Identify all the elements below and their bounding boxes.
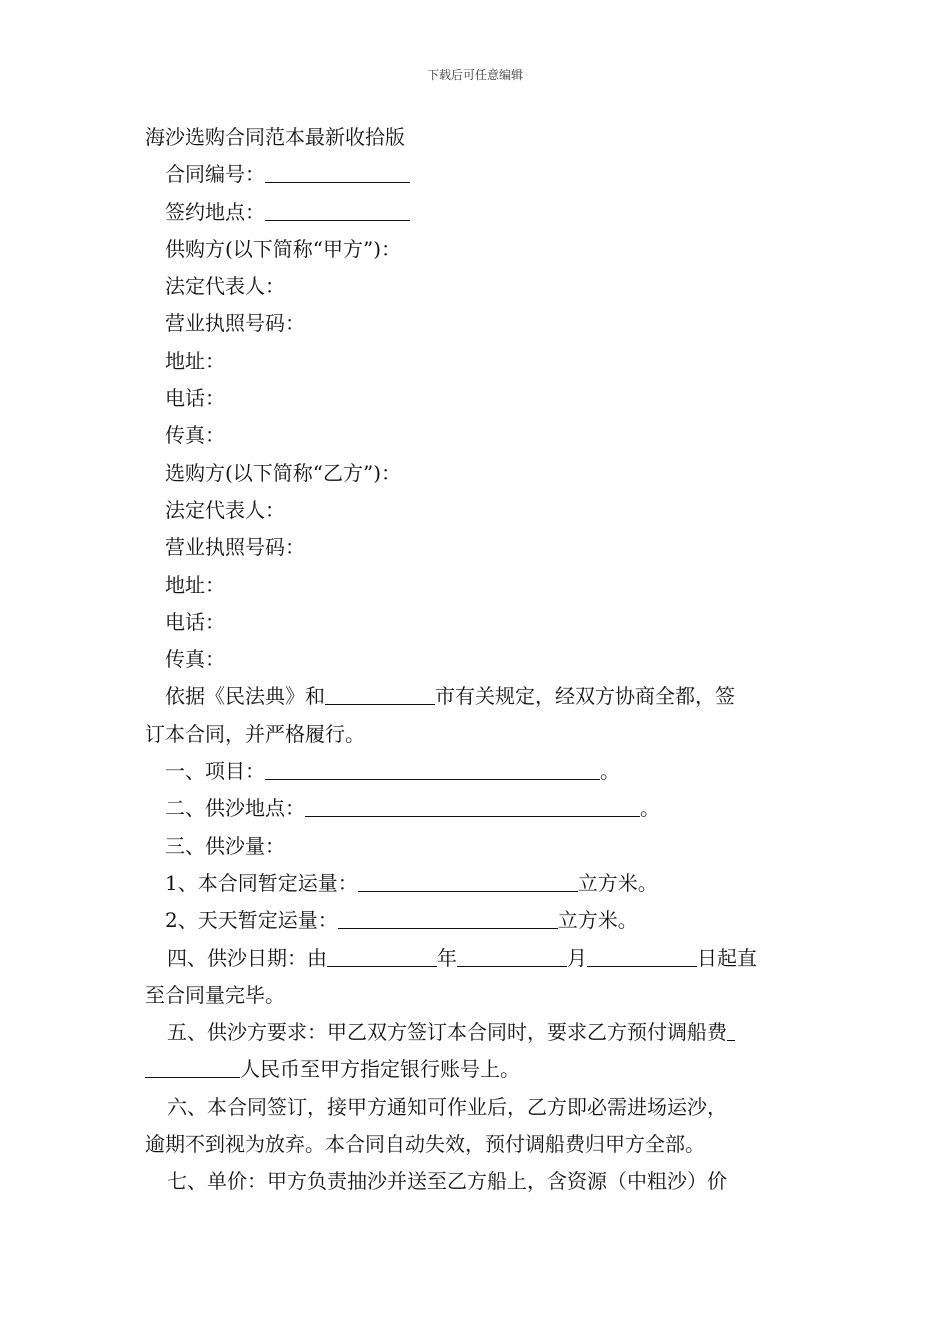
party-a-phone: 电话：: [165, 386, 225, 411]
month-blank[interactable]: [457, 944, 567, 967]
item-5-text: 五、供沙方要求：甲乙双方签订本合同时，要求乙方预付调船费: [167, 1020, 727, 1045]
item-2-label: 二、供沙地点：: [165, 796, 305, 821]
party-b-heading: 选购方(以下简称“乙方”)：: [165, 460, 402, 485]
item-2-location: [145, 790, 810, 827]
item-4-label: 四、供沙日期：由: [167, 945, 327, 970]
party-a-address: 地址：: [165, 348, 225, 373]
item-3-heading: 三、供沙量：: [165, 833, 285, 858]
sign-place-line: [145, 194, 810, 231]
party-b-representative: 法定代表人：: [165, 497, 285, 522]
party-b-phone: 电话：: [165, 609, 225, 634]
item-3-2-daily-volume: [145, 902, 810, 939]
fee-blank[interactable]: [145, 1055, 240, 1078]
contract-number-line: [145, 156, 810, 193]
project-blank[interactable]: [265, 757, 600, 780]
party-a-license: 营业执照号码：: [165, 311, 305, 336]
item-1-period: 。: [600, 759, 620, 784]
basis-paragraph-line1: [145, 678, 810, 715]
item-3-2-unit: 立方米。: [557, 908, 638, 933]
item-3-1-total-volume: [145, 865, 810, 902]
party-b-license: 营业执照号码：: [165, 535, 305, 560]
item-1-label: 一、项目：: [165, 759, 265, 784]
basis-suffix: 市有关规定，经双方协商全都，签: [435, 684, 735, 709]
total-volume-blank[interactable]: [358, 869, 578, 892]
item-5-text-line2: 人民币至甲方指定银行账号上。: [240, 1057, 520, 1082]
item-6-line1: 六、本合同签订，接甲方通知可作业后，乙方即必需进场运沙，: [167, 1094, 727, 1119]
document-title: 海沙选购合同范本最新收拾版: [145, 125, 405, 149]
party-a-representative: 法定代表人：: [165, 274, 285, 299]
item-5-line2: [145, 1051, 810, 1088]
contract-number-blank[interactable]: [265, 160, 410, 183]
basis-paragraph-line2: 订本合同，并严格履行。: [145, 721, 365, 746]
day-label: 日起直: [697, 945, 757, 970]
basis-prefix: 依据《民法典》和: [165, 684, 325, 709]
daily-volume-blank[interactable]: [338, 906, 558, 929]
item-6-line2: 逾期不到视为放弃。本合同自动失效，预付调船费归甲方全部。: [145, 1132, 705, 1157]
item-3-2-label: 2、天天暂定运量：: [165, 908, 338, 933]
item-2-period: 。: [640, 796, 660, 821]
sign-place-blank[interactable]: [265, 198, 410, 221]
party-a-heading: 供购方(以下简称“甲方”)：: [165, 236, 402, 261]
item-1-project: [145, 753, 810, 790]
month-label: 月: [567, 945, 587, 970]
party-b-address: 地址：: [165, 572, 225, 597]
party-a-fax: 传真：: [165, 423, 225, 448]
page-header: 下载后可任意编辑: [426, 68, 523, 82]
item-5-line1: [145, 1014, 810, 1051]
location-blank[interactable]: [305, 794, 640, 817]
item-3-1-unit: 立方米。: [577, 870, 658, 895]
document-body: [145, 119, 810, 1201]
item-4-date-line1: [145, 940, 810, 977]
year-blank[interactable]: [327, 944, 437, 967]
sign-place-label: 签约地点：: [165, 199, 265, 224]
contract-number-label: 合同编号：: [165, 162, 265, 187]
day-blank[interactable]: [587, 944, 697, 967]
fee-blank-start[interactable]: [727, 1018, 735, 1041]
item-7-line1: 七、单价：甲方负责抽沙并送至乙方船上，含资源（中粗沙）价: [167, 1169, 727, 1194]
year-label: 年: [437, 945, 457, 970]
party-b-fax: 传真：: [165, 647, 225, 672]
city-blank[interactable]: [325, 682, 435, 705]
item-4-date-line2: 至合同量完毕。: [145, 982, 285, 1007]
item-3-1-label: 1、本合同暂定运量：: [165, 870, 358, 895]
